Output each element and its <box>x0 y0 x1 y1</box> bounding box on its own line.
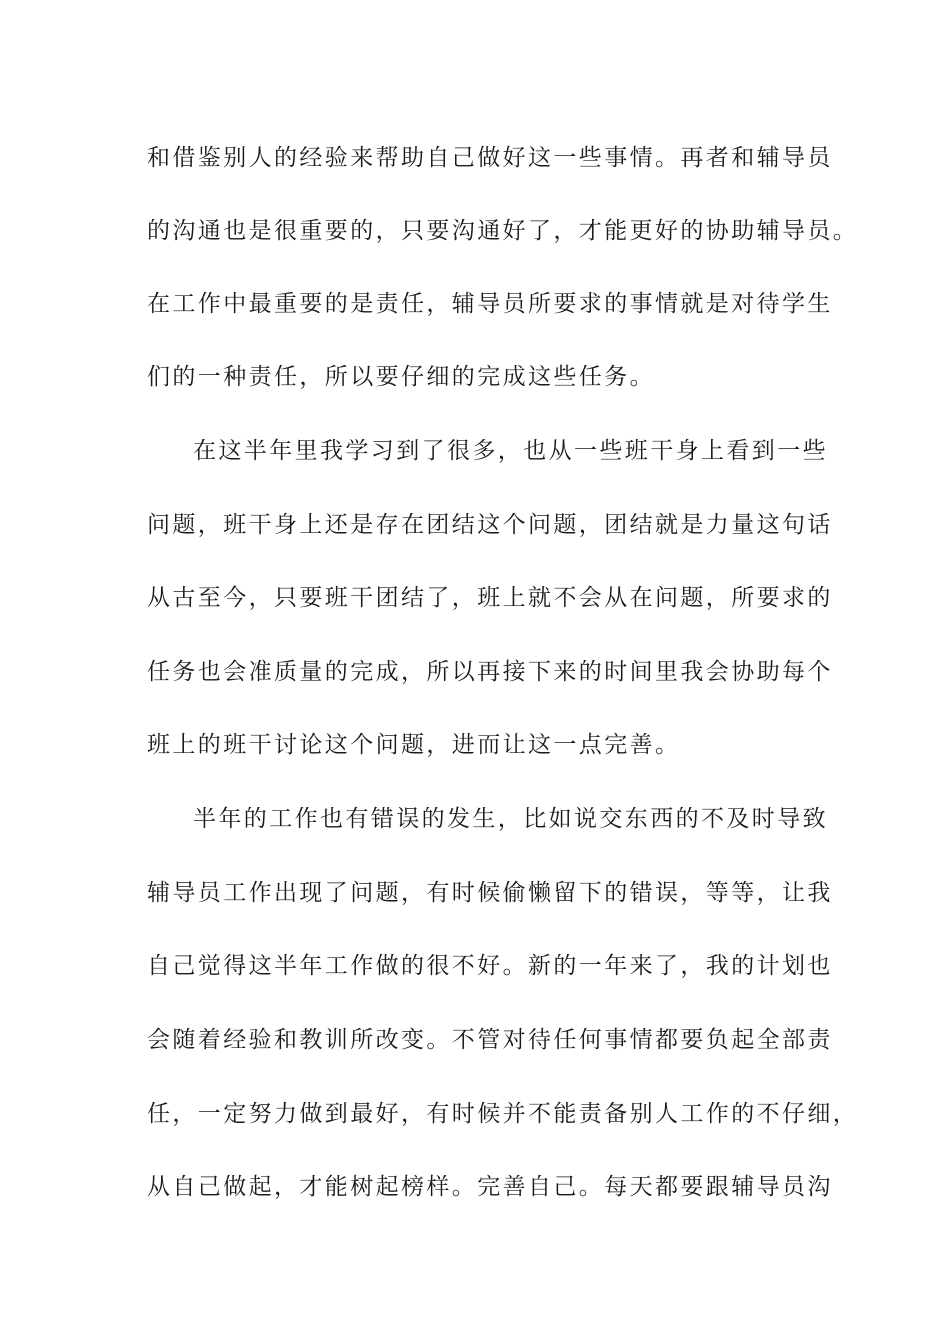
text-line: 的沟通也是很重要的，只要沟通好了，才能更好的协助辅导员。 <box>147 218 859 244</box>
text-line: 从古至今，只要班干团结了，班上就不会从在问题，所要求的 <box>147 585 833 611</box>
paragraph-first-line: 在这半年里我学习到了很多，也从一些班干身上看到一些 <box>193 438 828 464</box>
text-line: 辅导员工作出现了问题，有时候偷懒留下的错误，等等，让我 <box>147 880 833 906</box>
paragraph-first-line: 半年的工作也有错误的发生，比如说交东西的不及时导致 <box>193 806 828 832</box>
text-line: 会随着经验和教训所改变。不管对待任何事情都要负起全部责 <box>147 1027 833 1053</box>
text-line: 和借鉴别人的经验来帮助自己做好这一些事情。再者和辅导员 <box>147 145 833 171</box>
text-line: 任务也会准质量的完成，所以再接下来的时间里我会协助每个 <box>147 659 833 685</box>
text-line: 在工作中最重要的是责任，辅导员所要求的事情就是对待学生 <box>147 291 833 317</box>
text-line: 班上的班干讨论这个问题，进而让这一点完善。 <box>147 732 681 758</box>
text-line: 自己觉得这半年工作做的很不好。新的一年来了，我的计划也 <box>147 953 833 979</box>
text-line: 从自己做起，才能树起榜样。完善自己。每天都要跟辅导员沟 <box>147 1174 833 1200</box>
text-line: 任，一定努力做到最好，有时候并不能责备别人工作的不仔细， <box>147 1101 859 1127</box>
text-line: 们的一种责任，所以要仔细的完成这些任务。 <box>147 364 655 390</box>
text-line: 问题，班干身上还是存在团结这个问题，团结就是力量这句话 <box>147 512 833 538</box>
